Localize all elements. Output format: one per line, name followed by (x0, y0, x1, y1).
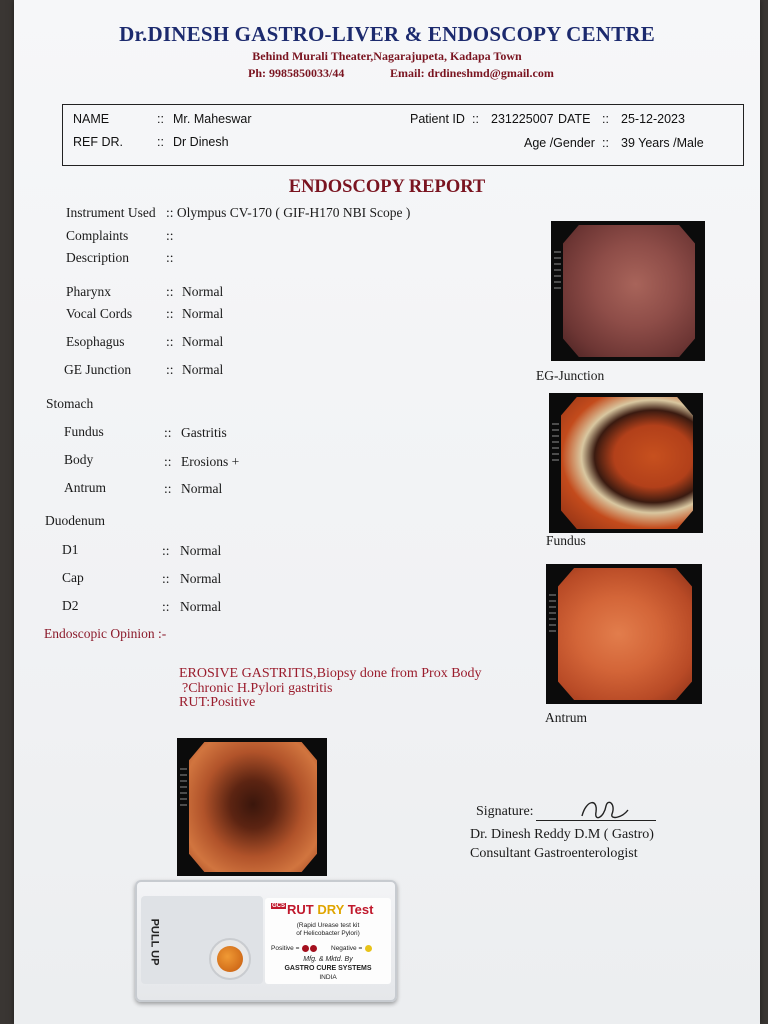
fundus-value: Gastritis (181, 425, 227, 440)
report-paper (14, 0, 760, 1024)
age-gender-sep: :: (602, 136, 609, 150)
opinion-line-3: RUT:Positive (179, 695, 256, 710)
cap-value: Normal (180, 571, 222, 586)
ref-doctor: Dr Dinesh (173, 135, 229, 149)
kit-positive-legend (271, 945, 317, 952)
clinic-name: Dr.DINESH GASTRO-LIVER & ENDOSCOPY CENTRE (119, 22, 655, 46)
kit-subtitle-1: (Rapid Urease test kit (296, 922, 360, 929)
name-sep: :: (157, 112, 164, 126)
d1-value: Normal (180, 543, 222, 558)
ref-label: REF DR. (73, 135, 123, 149)
patient-id-sep: :: (472, 112, 479, 126)
body-sep: :: (164, 454, 172, 469)
stomach-heading: Stomach (46, 396, 94, 411)
pull-up-label: PULL UP (148, 918, 161, 966)
description-sep: :: (166, 250, 174, 265)
kit-title (287, 902, 373, 917)
doctor-role: Consultant Gastroenterologist (470, 846, 638, 861)
kit-mfg: Mfg. & Mktd. By (303, 956, 353, 963)
kit-negative-label: Negative = (331, 945, 363, 953)
kit-company: GASTRO CURE SYSTEMS (284, 965, 372, 972)
d1-label: D1 (62, 542, 79, 557)
patient-info-box (62, 104, 744, 166)
kit-negative-legend (331, 945, 372, 952)
antrum-sep: :: (164, 481, 172, 496)
d2-sep: :: (162, 599, 170, 614)
kit-slider (141, 896, 263, 984)
body-label: Body (64, 452, 94, 467)
antrum-image (546, 564, 702, 704)
clinic-phone: Ph: 9985850033/44 (248, 66, 345, 80)
eg-junction-caption: EG-Junction (536, 368, 605, 383)
esophagus-label: Esophagus (66, 334, 125, 349)
pharynx-sep: :: (166, 284, 174, 299)
opinion-line-1: EROSIVE GASTRITIS,Biopsy done from Prox Body (179, 666, 482, 681)
kit-positive-label: Positive = (271, 945, 300, 953)
cap-label: Cap (62, 570, 84, 585)
fundus-caption: Fundus (546, 533, 586, 548)
kit-country: INDIA (319, 974, 337, 981)
opinion-label: Endoscopic Opinion :- (44, 626, 167, 641)
age-gender-label: Age /Gender (524, 136, 595, 150)
pharynx-value: Normal (182, 284, 224, 299)
complaints-label: Complaints (66, 228, 129, 243)
date-label: DATE (558, 112, 591, 126)
report-title: ENDOSCOPY REPORT (288, 177, 486, 197)
description-label: Description (66, 250, 129, 265)
kit-label (265, 898, 391, 984)
esophagus-value: Normal (182, 334, 224, 349)
vocal-cords-label: Vocal Cords (66, 306, 133, 321)
duodenum-heading: Duodenum (45, 513, 105, 528)
d1-sep: :: (162, 543, 170, 558)
antrum-label: Antrum (64, 480, 106, 495)
opinion-line-2: ?Chronic H.Pylori gastritis (182, 681, 333, 696)
name-label: NAME (73, 112, 110, 126)
patient-name: Mr. Maheswar (173, 112, 252, 126)
test-result-dot (217, 946, 243, 972)
ref-sep: :: (157, 135, 164, 149)
complaints-sep: :: (166, 228, 174, 243)
doctor-name: Dr. Dinesh Reddy D.M ( Gastro) (470, 827, 654, 842)
signature-label: Signature: (476, 804, 534, 819)
pharynx-label: Pharynx (66, 284, 111, 299)
kit-badge: GCS (272, 903, 286, 909)
age-gender: 39 Years /Male (621, 136, 704, 150)
report-date: 25-12-2023 (621, 112, 685, 126)
kit-subtitle-2: of Helicobacter Pylori) (296, 930, 360, 937)
clinic-email: Email: drdineshmd@gmail.com (390, 66, 554, 80)
antrum-caption: Antrum (545, 710, 587, 725)
eg-junction-image (551, 221, 705, 361)
patient-id-label: Patient ID (410, 112, 465, 126)
cap-sep: :: (162, 571, 170, 586)
signature-mark (576, 796, 636, 826)
kit-title-dry: DRY (317, 902, 345, 917)
kit-title-test: Test (344, 902, 374, 917)
vocal-cords-value: Normal (182, 306, 224, 321)
instrument-label: Instrument Used (66, 205, 156, 220)
ge-junction-sep: :: (166, 362, 174, 377)
d2-value: Normal (180, 599, 222, 614)
fundus-sep: :: (164, 425, 172, 440)
fundus-label: Fundus (64, 424, 104, 439)
vocal-cords-sep: :: (166, 306, 174, 321)
rut-test-kit (135, 880, 397, 1002)
body-value: Erosions + (181, 454, 240, 469)
fundus-image (549, 393, 703, 533)
date-sep: :: (602, 112, 609, 126)
test-well (209, 938, 251, 980)
kit-title-rut: RUT (287, 902, 318, 917)
d2-label: D2 (62, 598, 79, 613)
ge-junction-value: Normal (182, 362, 224, 377)
ge-junction-label: GE Junction (64, 362, 132, 377)
instrument-value: :: Olympus CV-170 ( GIF-H170 NBI Scope ) (166, 205, 411, 220)
patient-id: 231225007 (491, 112, 554, 126)
clinic-address: Behind Murali Theater,Nagarajupeta, Kadapa Town (252, 49, 522, 63)
antrum-value: Normal (181, 481, 223, 496)
esophagus-sep: :: (166, 334, 174, 349)
duodenum-image (177, 738, 327, 876)
